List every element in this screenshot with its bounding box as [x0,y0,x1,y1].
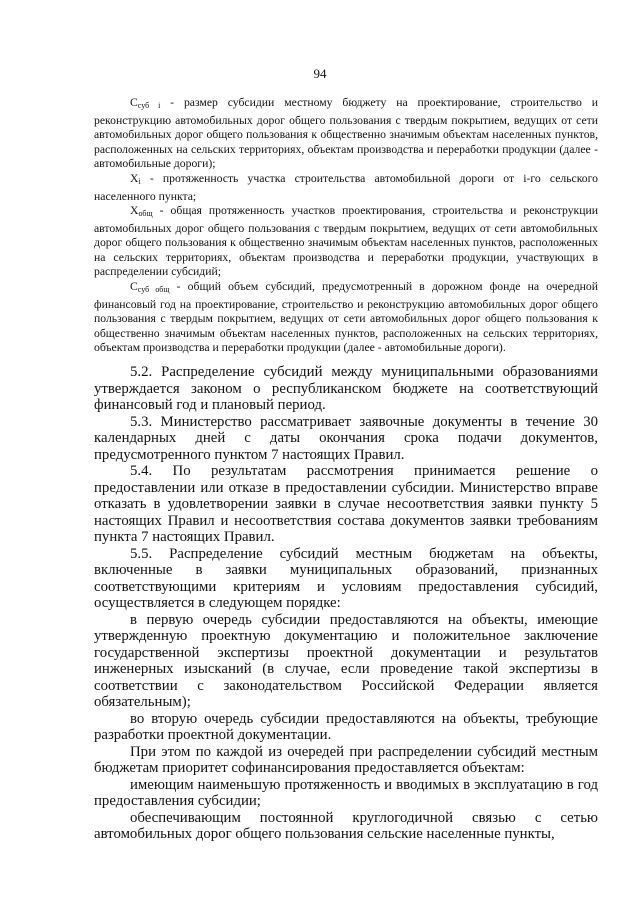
definition-c-sub-total: $С_{суб общ}$ - общий объем субсидий, предусмотренный в дорожном фонде на очередной финансовый год на проектирование, строительство и реконструкцию автомобильных дорог общего пользования с твердым покрытием, ведущих от сети автомобильных дорог общего пользования к общественно значимым объектам населенных пунктов, расположенных на сельских территориях, объектам производства и переработки продукции (далее - автомобильные дороги). [94,280,598,355]
page-number: 94 [313,66,327,81]
paragraph-5-3: 5.3. Министерство рассматривает заявочные документы в течение 30 календарных дней с даты окончания срока подачи документов, предусмотренного пунктом 7 настоящих Правил. [94,413,598,463]
paragraph-priority-note: При этом по каждой из очередей при распределении субсидий местным бюджетам приоритет софинансирования предоставляется объектам: [94,743,598,776]
definitions-block [94,96,598,356]
paragraph-shortest-length: имеющим наименьшую протяженность и вводимых в эксплуатацию в год предоставления субсидии; [94,776,598,809]
definition-x-i: $X_i$ - протяженность участка строительства автомобильной дороги от i-го сельского населенного пункта; [94,171,598,203]
paragraph-second-priority: во вторую очередь субсидии предоставляются на объекты, требующие разработки проектной документации. [94,710,598,743]
paragraph-first-priority: в первую очередь субсидии предоставляются на объекты, имеющие утвержденную проектную документацию и положительное заключение государственной экспертизы проектной документации и результатов инженерных изысканий (в случае, если проведение такой экспертизы в соответствии с законодательством Российской Федерации является обязательным); [94,611,598,710]
paragraph-5-2: 5.2. Распределение субсидий между муниципальными образованиями утверждается законом о республиканском бюджете на соответствующий финансовый год и плановый период. [94,364,598,413]
paragraph-5-4: 5.4. По результатам рассмотрения принимается решение о предоставлении или отказе в предоставлении субсидии. Министерство вправе отказать в удовлетворении заявки в случае несоответствия заявки пункту 5 настоящих Правил и несоответствия состава документов заявки требованиям пункта 7 настоящих Правил. [94,463,598,545]
paragraph-5-5: 5.5. Распределение субсидий местным бюджетам на объекты, включенные в заявки муниципальных образований, признанных соответствующими критериям и условиям предоставления субсидий, осуществляется в следующем порядке: [94,545,598,611]
definition-x-total: $X_{общ}$ - общая протяженность участков проектирования, строительства и реконструкции автомобильных дорог общего пользования с твердым покрытием, ведущих от сети автомобильных дорог общего пользования к общественно значимым объектам населенных пунктов, расположенных на сельских территориях, объектам производства и переработки продукции, участвующих в распределении субсидий; [94,204,598,279]
main-text-block [94,364,598,843]
paragraph-year-round-connection: обеспечивающим постоянной круглогодичной связью с сетью автомобильных дорог общего пользования сельские населенные пункты, [94,809,598,842]
definition-c-sub-i: $С_{суб i}$ - размер субсидии местному бюджету на проектирование, строительство и реконструкцию автомобильных дорог общего пользования с твердым покрытием, ведущих от сети автомобильных дорог общего пользования к общественно значимым объектам населенных пунктов, расположенных на сельских территориях, объектам производства и переработки продукции (далее - автомобильные дороги); [94,96,599,171]
